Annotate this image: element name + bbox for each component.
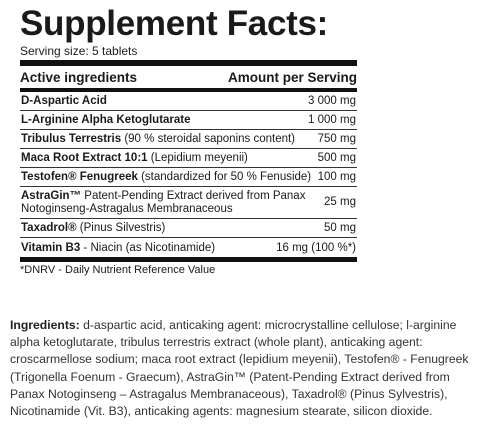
panel-title: Supplement Facts: bbox=[20, 4, 329, 43]
row-amount: 50 mg bbox=[324, 222, 356, 234]
ingredients-label: Ingredients: bbox=[10, 318, 80, 332]
row-name: Maca Root Extract 10:1 (Lepidium meyenii) bbox=[21, 152, 248, 164]
table-row bbox=[20, 219, 357, 238]
row-name: Tribulus Terrestris (90 % steroidal saponins content) bbox=[21, 133, 296, 145]
table-row bbox=[20, 130, 357, 149]
row-amount: 3 000 mg bbox=[308, 95, 356, 107]
row-amount: 100 mg bbox=[317, 171, 356, 183]
row-amount: 750 mg bbox=[317, 133, 356, 145]
serving-size: Serving size: 5 tablets bbox=[20, 44, 138, 58]
row-name: Testofen® Fenugreek (standardized for 50 % Fenuside) bbox=[21, 171, 312, 183]
row-amount: 500 mg bbox=[317, 152, 356, 164]
row-name: AstraGin™ Patent-Pending Extract derived from Panax Notoginseng-Astragalus Membranaceous bbox=[21, 189, 306, 215]
table-header bbox=[20, 66, 357, 88]
row-name: Taxadrol® (Pinus Silvestris) bbox=[21, 222, 166, 234]
ingredients-text: d-aspartic acid, anticaking agent: microcrystalline cellulose; l-arginine alpha ketoglutarate, tribulus terrestris extract (whole plant), anticaking agent: croscarmellose sodium; maca root extract (lepidium meyenii), Testofen® - Fenugreek (Trigonella Foenum - Graecum), AstraGin™ (Patent-Pending Extract derived from Panax Notoginseng – Astragalus Membranaceous), Taxadrol® (Pinus Sylvestris), Nicotinamide (Vit. B3), anticaking agents: magnesium stearate, silicon dioxide. bbox=[10, 318, 469, 419]
table-row bbox=[20, 238, 357, 257]
divider-bottom bbox=[20, 257, 357, 262]
supplement-facts-panel bbox=[20, 6, 357, 276]
row-name: L-Arginine Alpha Ketoglutarate bbox=[21, 114, 191, 126]
table-row bbox=[20, 149, 357, 168]
row-amount: 16 mg (100 %*) bbox=[276, 241, 356, 254]
row-amount: 1 000 mg bbox=[308, 114, 356, 126]
table-row bbox=[20, 168, 357, 187]
ingredients-paragraph bbox=[10, 317, 480, 420]
row-name: D-Aspartic Acid bbox=[21, 95, 107, 107]
row-name: Vitamin B3 - Niacin (as Nicotinamide) bbox=[21, 241, 216, 254]
header-amount-per-serving: Amount per Serving bbox=[227, 69, 357, 85]
table-row bbox=[20, 187, 357, 219]
table-row bbox=[20, 111, 357, 130]
table-row bbox=[20, 92, 357, 111]
dnrv-footnote: *DNRV - Daily Nutrient Reference Value bbox=[20, 264, 216, 276]
header-active-ingredients: Active ingredients bbox=[20, 69, 138, 85]
row-amount: 25 mg bbox=[324, 196, 356, 208]
